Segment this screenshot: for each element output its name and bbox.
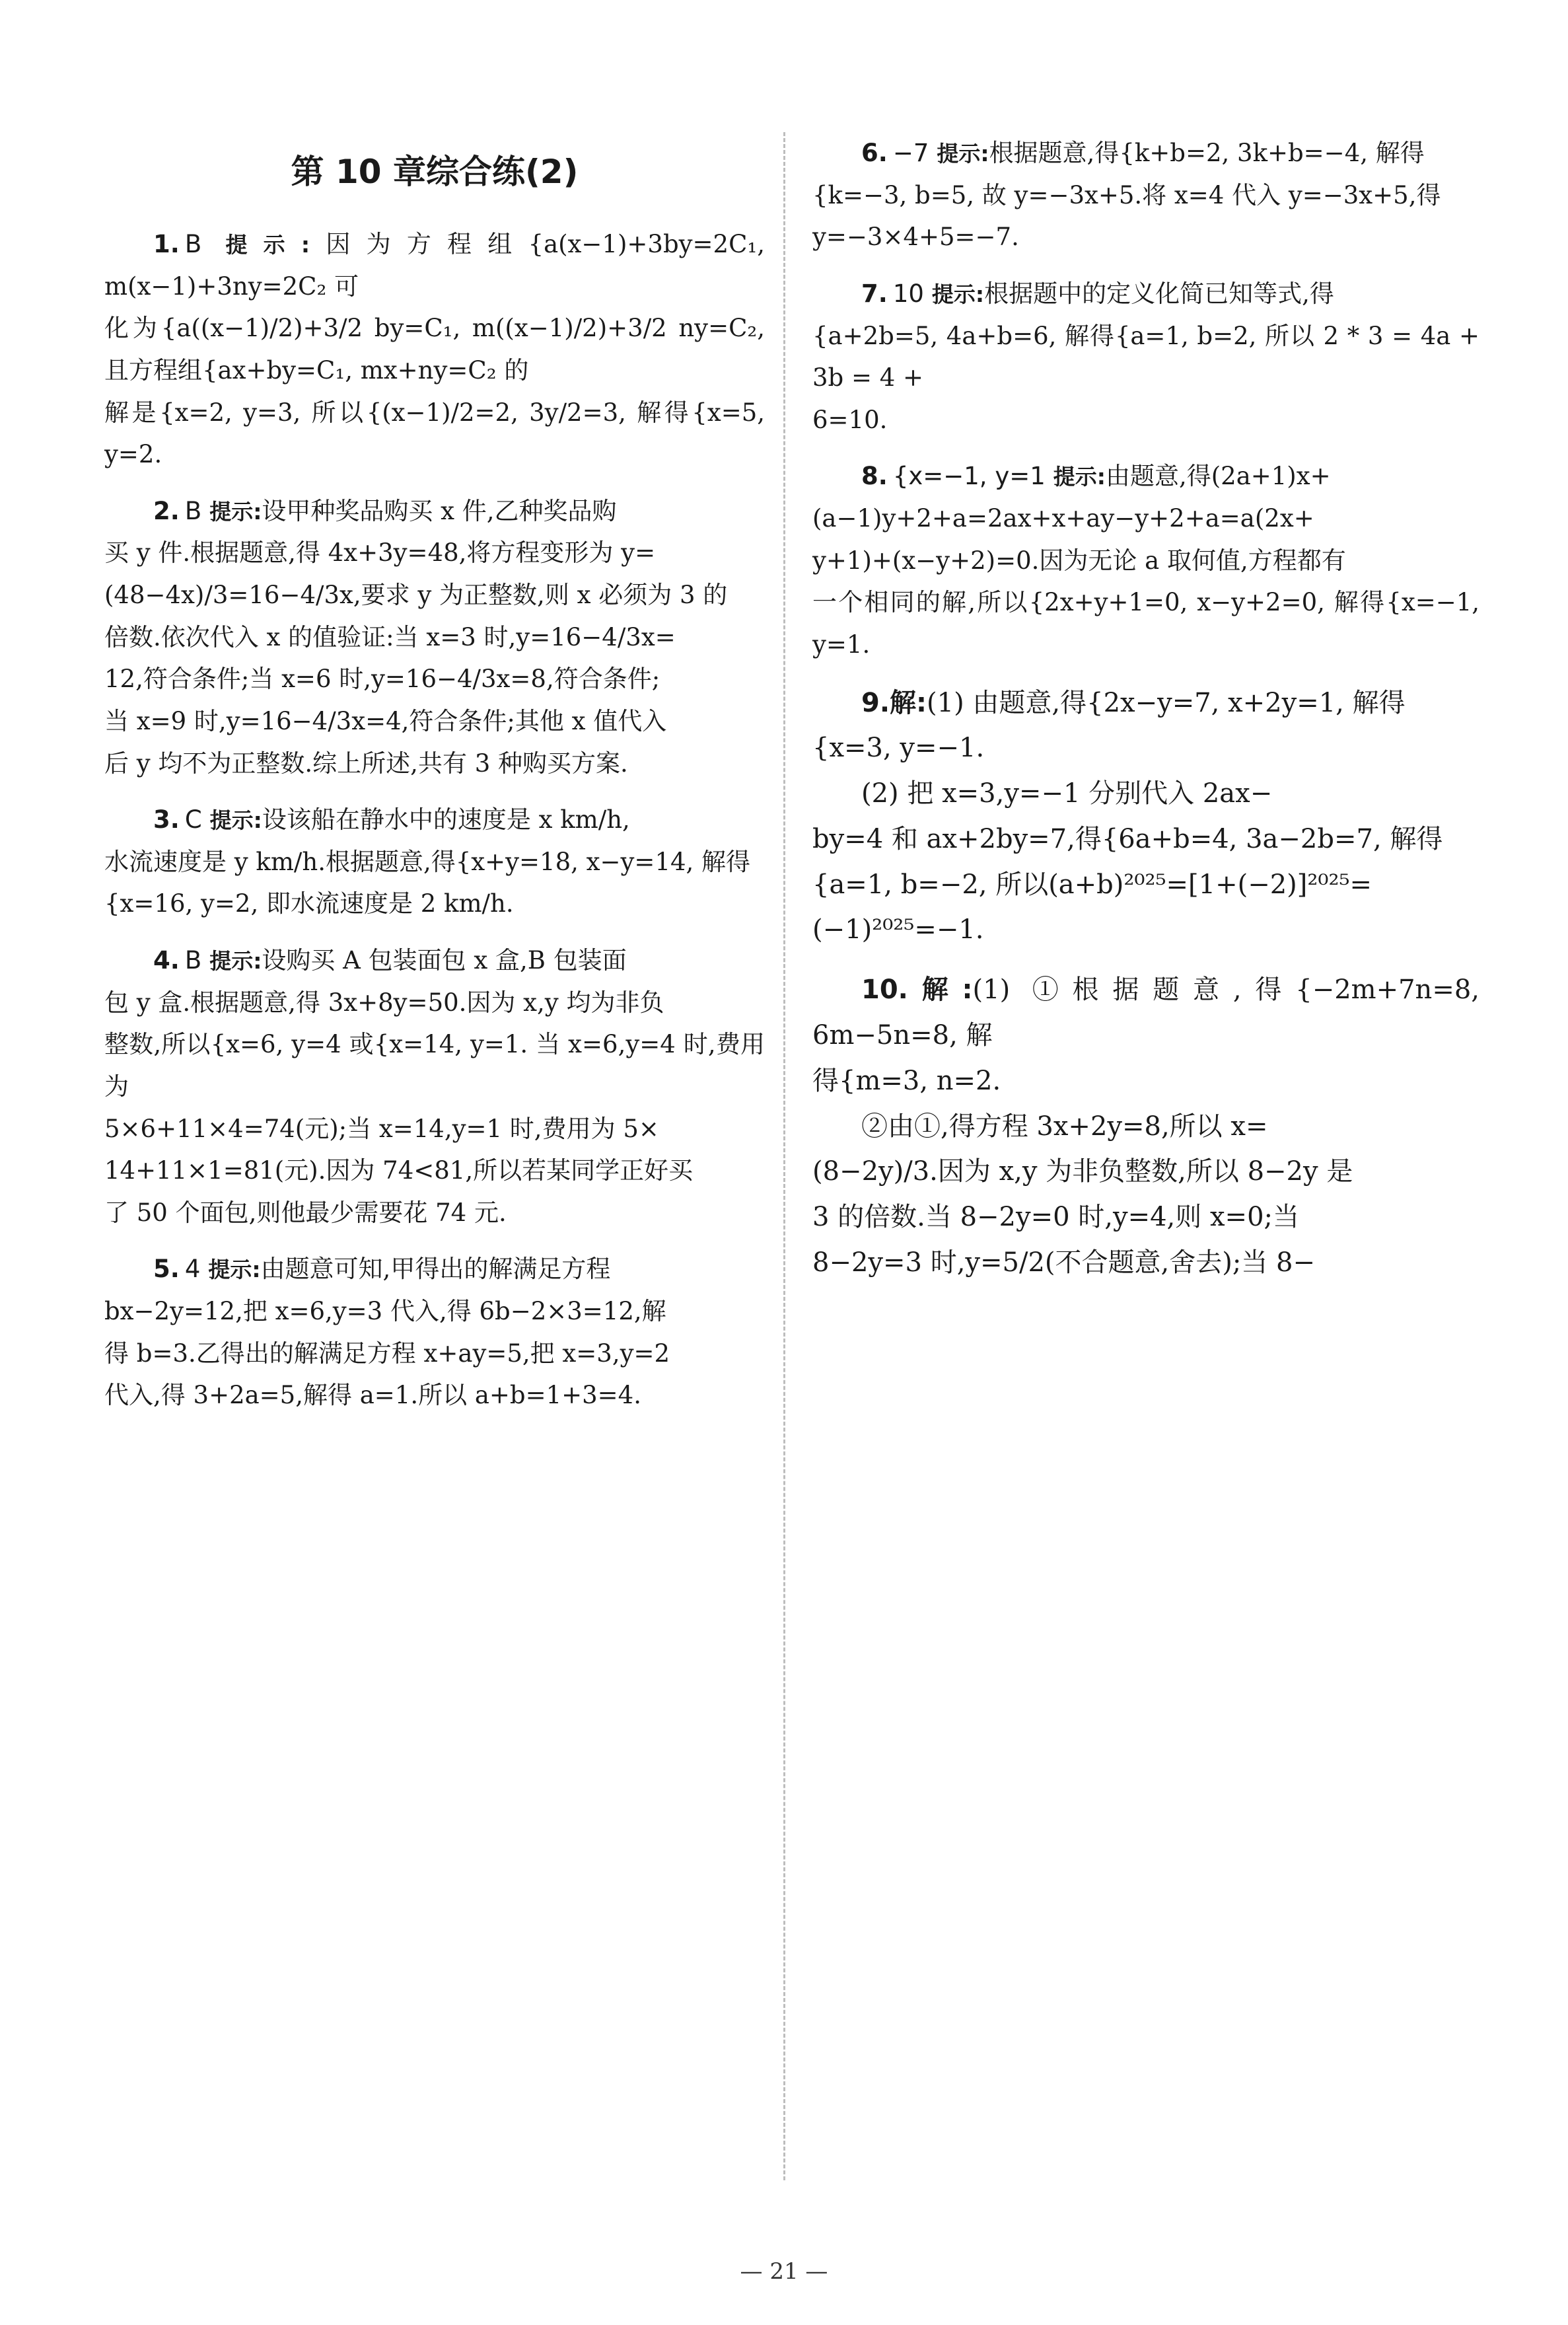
- question-6: [812, 132, 1479, 258]
- question-7: [812, 273, 1479, 441]
- q10-line-3: ②由①,得方程 3x+2y=8,所以 x=: [861, 1111, 1268, 1142]
- q8-line-3: y+1)+(x−y+2)=0.因为无论 a 取何值,方程都有: [812, 546, 1346, 575]
- q8-line-2: (a−1)y+2+a=2ax+x+ay−y+2+a=a(2x+: [812, 504, 1314, 533]
- q8-line-4: 一个相同的解,所以{2x+y+1=0, x−y+2=0, 解得{x=−1, y=1.: [812, 588, 1479, 659]
- q10-line-6: 8−2y=3 时,y=5/2(不合题意,舍去);当 8−: [812, 1247, 1315, 1278]
- q5-line-1: 5. 4 提示:由题意可知,甲得出的解满足方程: [153, 1255, 611, 1284]
- q1-line-2: 化为{a((x−1)/2)+3/2 by=C₁, m((x−1)/2)+3/2 ny=C₂, 且方程组{ax+by=C₁, mx+ny=C₂ 的: [104, 314, 765, 385]
- q5-line-4: 代入,得 3+2a=5,解得 a=1.所以 a+b=1+3=4.: [104, 1381, 641, 1410]
- q4-line-3: 整数,所以{x=6, y=4 或{x=14, y=1. 当 x=6,y=4 时,费用为: [104, 1030, 765, 1101]
- q2-line-6: 当 x=9 时,y=16−4/3x=4,符合条件;其他 x 值代入: [104, 706, 667, 735]
- q2-line-1: 2. B 提示:设甲种奖品购买 x 件,乙种奖品购: [153, 496, 617, 525]
- q4-line-6: 了 50 个面包,则他最少需要花 74 元.: [104, 1198, 507, 1227]
- q2-line-2: 买 y 件.根据题意,得 4x+3y=48,将方程变形为 y=: [104, 538, 656, 568]
- q1-line-1: 1. B 提示:因为方程组{a(x−1)+3by=2C₁, m(x−1)+3ny=2C₂ 可: [104, 230, 765, 301]
- q10-line-1: 10.解:(1) ①根据题意,得{−2m+7n=8, 6m−5n=8, 解: [812, 975, 1479, 1051]
- question-5: [104, 1248, 765, 1417]
- q10-line-5: 3 的倍数.当 8−2y=0 时,y=4,则 x=0;当: [812, 1202, 1299, 1233]
- q5-line-2: bx−2y=12,把 x=6,y=3 代入,得 6b−2×3=12,解: [104, 1297, 666, 1325]
- question-1: [104, 223, 765, 476]
- q7-line-2: {a+2b=5, 4a+b=6, 解得{a=1, b=2, 所以 2 * 3 = 4a + 3b = 4 +: [812, 321, 1479, 392]
- q2-line-5: 12,符合条件;当 x=6 时,y=16−4/3x=8,符合条件;: [104, 665, 660, 694]
- column-divider: [783, 132, 785, 2180]
- q6-line-3: y=−3×4+5=−7.: [812, 223, 1019, 252]
- q5-line-3: 得 b=3.乙得出的解满足方程 x+ay=5,把 x=3,y=2: [104, 1339, 670, 1368]
- q7-line-3: 6=10.: [812, 405, 888, 434]
- q3-line-2: 水流速度是 y km/h.根据题意,得{x+y=18, x−y=14, 解得: [104, 847, 751, 876]
- q4-line-1: 4. B 提示:设购买 A 包装面包 x 盒,B 包装面: [153, 946, 627, 975]
- q3-line-1: 3. C 提示:设该船在静水中的速度是 x km/h,: [153, 805, 630, 834]
- page-title: 第 10 章综合练(2): [291, 153, 579, 191]
- q9-line-5: {a=1, b=−2, 所以(a+b)²⁰²⁵=[1+(−2)]²⁰²⁵=: [812, 869, 1372, 900]
- q4-line-5: 14+11×1=81(元).因为 74<81,所以若某同学正好买: [104, 1156, 694, 1185]
- q9-line-6: (−1)²⁰²⁵=−1.: [812, 914, 984, 945]
- q8-line-1: 8. {x=−1, y=1 提示:由题意,得(2a+1)x+: [861, 462, 1331, 491]
- question-8: [812, 455, 1479, 665]
- q9-line-2: {x=3, y=−1.: [812, 733, 985, 764]
- q2-line-3: (48−4x)/3=16−4/3x,要求 y 为正整数,则 x 必须为 3 的: [104, 581, 728, 609]
- q1-line-3: 解是{x=2, y=3, 所以{(x−1)/2=2, 3y/2=3, 解得{x=5, y=2.: [104, 398, 765, 469]
- q9-line-4: by=4 和 ax+2by=7,得{6a+b=4, 3a−2b=7, 解得: [812, 823, 1443, 854]
- question-4: [104, 940, 765, 1234]
- question-3: [104, 799, 765, 925]
- q4-line-4: 5×6+11×4=74(元);当 x=14,y=1 时,费用为 5×: [104, 1114, 659, 1143]
- q6-line-2: {k=−3, b=5, 故 y=−3x+5.将 x=4 代入 y=−3x+5,得: [812, 180, 1441, 209]
- right-column: [812, 132, 1479, 1300]
- q10-line-2: 得{m=3, n=2.: [812, 1065, 1001, 1096]
- q7-line-1: 7. 10 提示:根据题中的定义化简已知等式,得: [861, 279, 1334, 308]
- question-2: [104, 490, 765, 784]
- left-column: [104, 132, 765, 1431]
- page-number: — 21 —: [740, 2258, 828, 2285]
- question-10: [812, 967, 1479, 1286]
- q10-line-4: (8−2y)/3.因为 x,y 为非负整数,所以 8−2y 是: [812, 1156, 1353, 1187]
- q4-line-2: 包 y 盒.根据题意,得 3x+8y=50.因为 x,y 均为非负: [104, 988, 664, 1017]
- q9-line-1: 9.解:(1) 由题意,得{2x−y=7, x+2y=1, 解得: [861, 687, 1406, 718]
- q6-line-1: 6. −7 提示:根据题意,得{k+b=2, 3k+b=−4, 解得: [861, 139, 1425, 167]
- q2-line-7: 后 y 均不为正整数.综上所述,共有 3 种购买方案.: [104, 749, 628, 778]
- q3-line-3: {x=16, y=2, 即水流速度是 2 km/h.: [104, 889, 514, 918]
- question-9: [812, 681, 1479, 953]
- q9-line-3: (2) 把 x=3,y=−1 分别代入 2ax−: [861, 778, 1273, 809]
- q2-line-4: 倍数.依次代入 x 的值验证:当 x=3 时,y=16−4/3x=: [104, 622, 676, 651]
